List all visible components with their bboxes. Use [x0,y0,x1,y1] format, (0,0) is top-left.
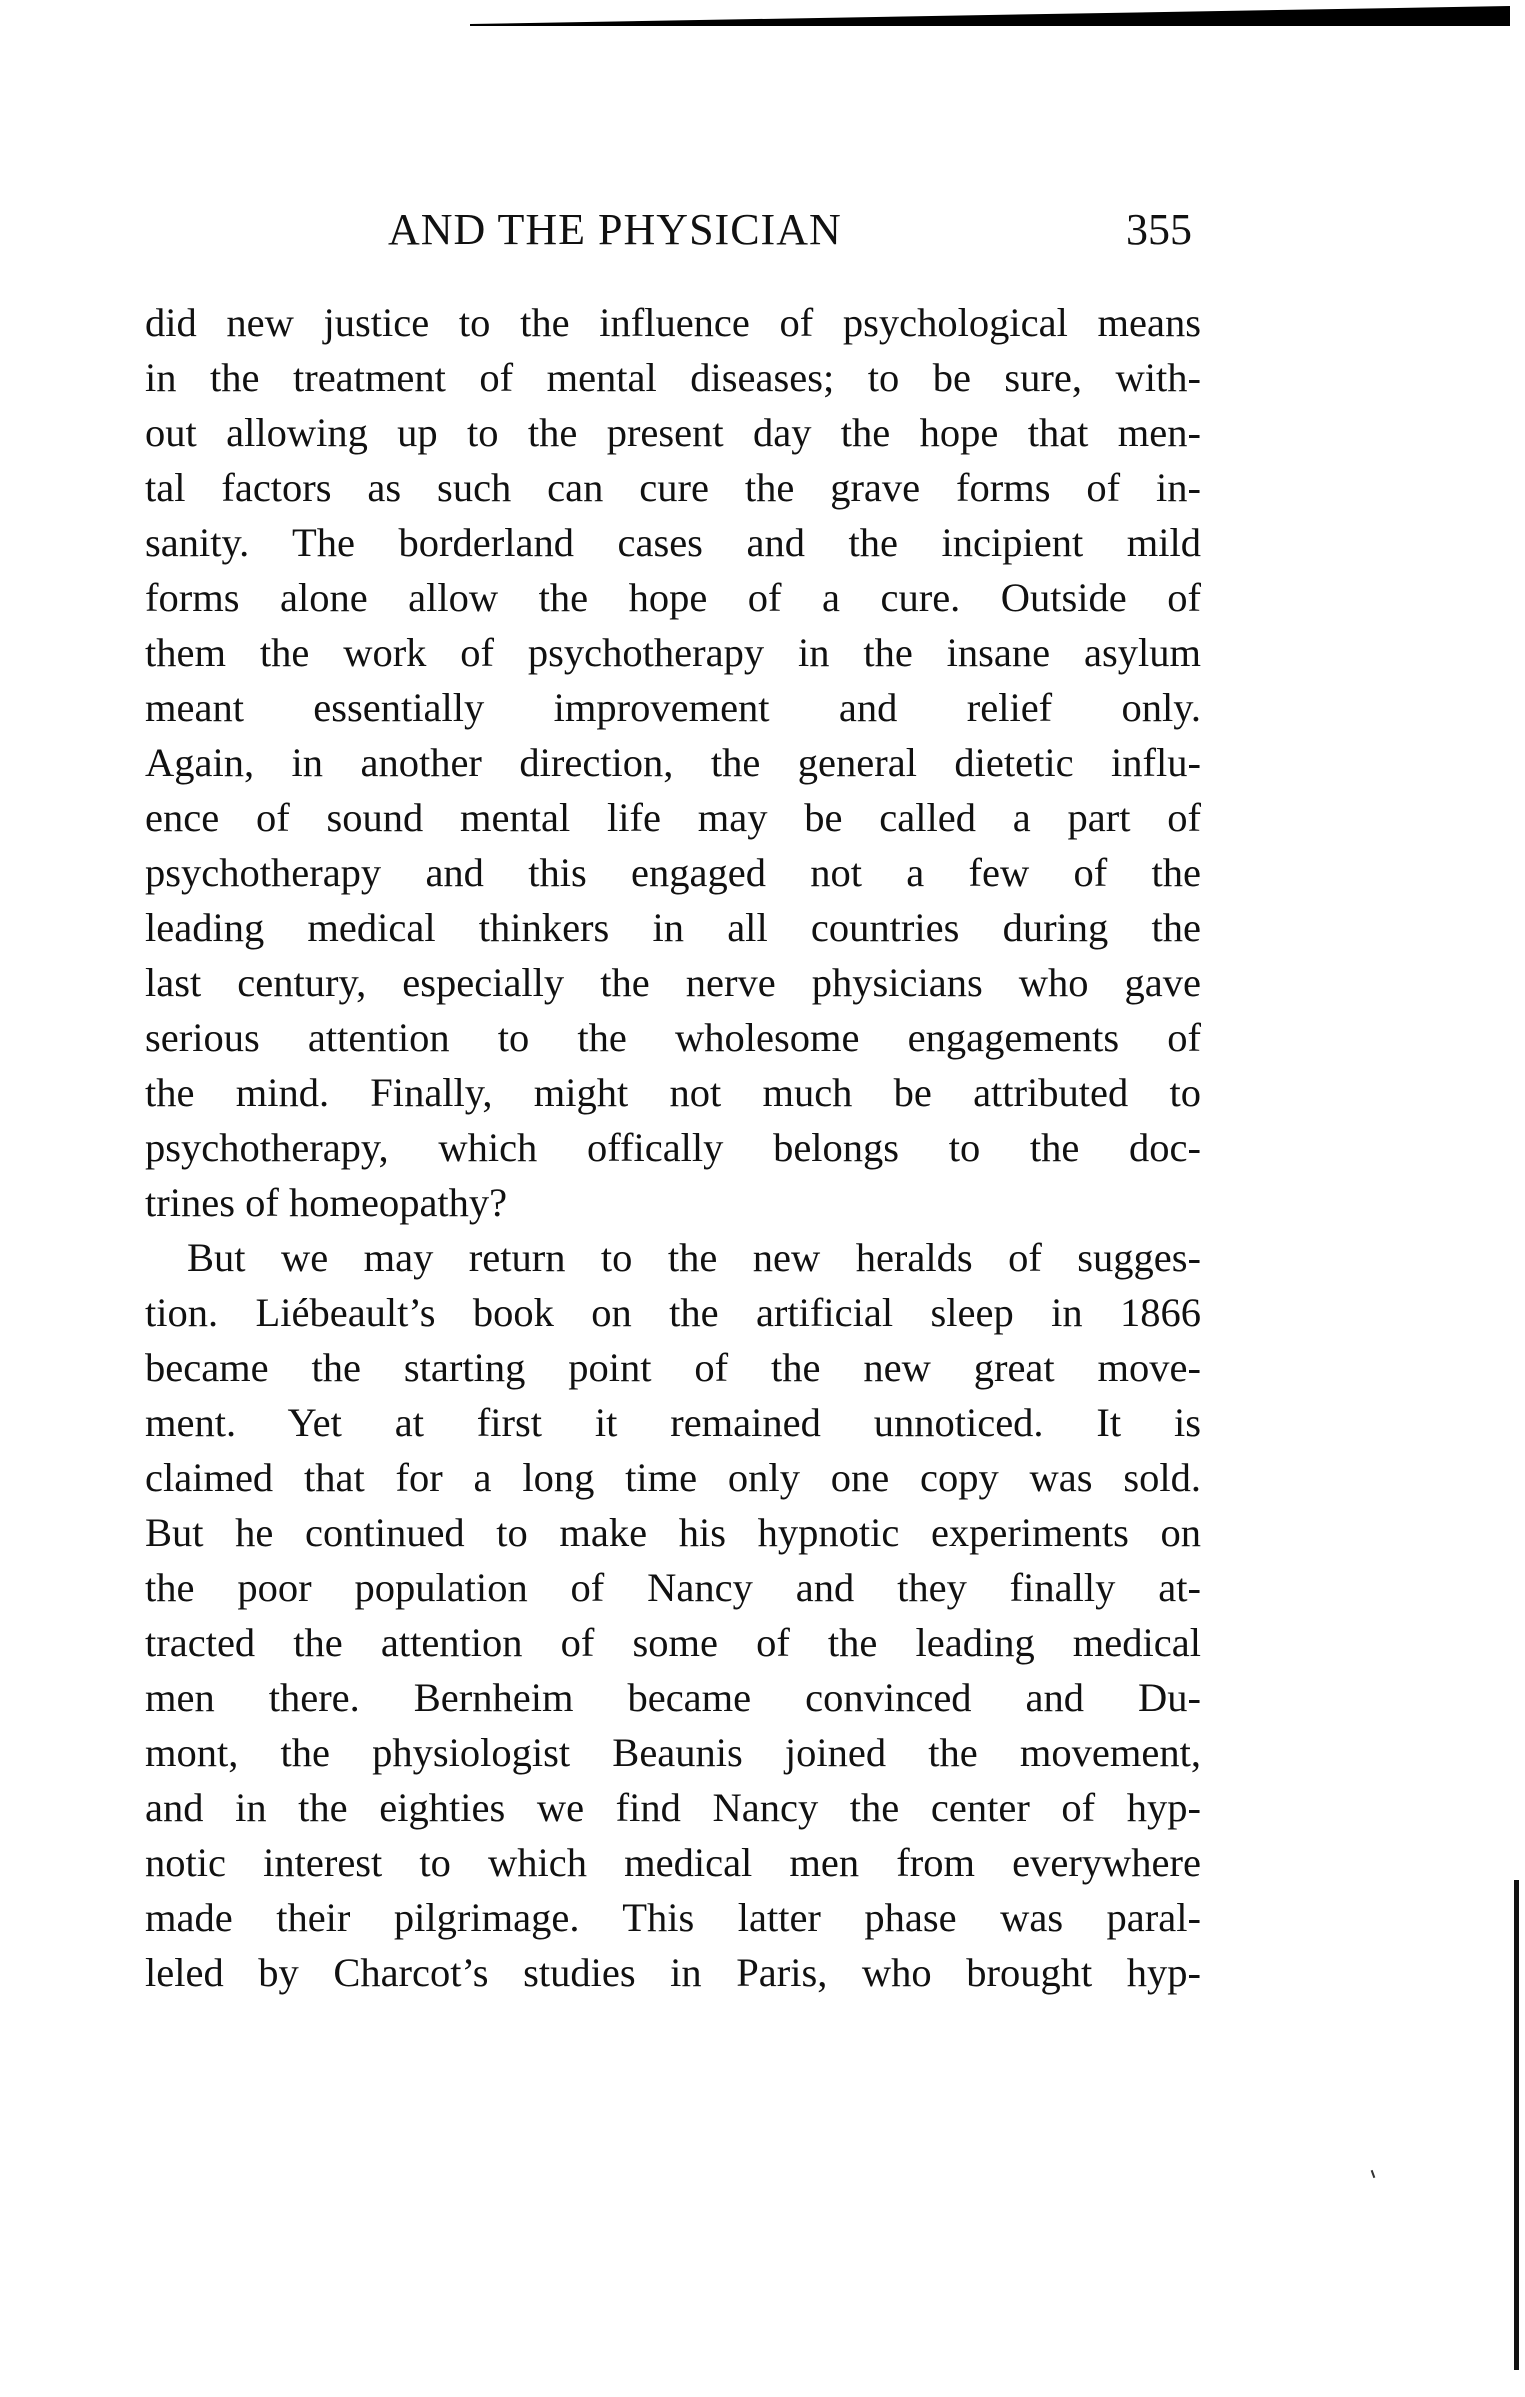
text-line: the mind. Finally, might not much be attributed to [145,1070,1201,1115]
text-line: men there. Bernheim became convinced and Du- [145,1675,1201,1720]
text-line: notic interest to which medical men from everywhere [145,1840,1201,1885]
page-number: 355 [1126,205,1192,254]
text-line: psychotherapy and this engaged not a few of the [145,850,1201,895]
text-line: ment. Yet at first it remained unnoticed. It is [145,1400,1201,1445]
text-line: the poor population of Nancy and they finally at- [145,1565,1201,1610]
running-header: AND THE PHYSICIAN [388,205,842,254]
text-line: in the treatment of mental diseases; to be sure, with- [145,355,1201,400]
text-line: and in the eighties we find Nancy the center of hyp- [145,1785,1201,1830]
text-line: claimed that for a long time only one copy was sold. [145,1455,1201,1500]
text-line: made their pilgrimage. This latter phase was paral- [145,1895,1201,1940]
scan-right-edge [1514,1880,1519,2370]
text-line: But he continued to make his hypnotic experiments on [145,1510,1201,1555]
text-line: ence of sound mental life may be called a part of [145,795,1201,840]
text-line: forms alone allow the hope of a cure. Outside of [145,575,1201,620]
text-line: last century, especially the nerve physicians who gave [145,960,1201,1005]
text-line: psychotherapy, which offically belongs to the doc- [145,1125,1201,1170]
text-line: leading medical thinkers in all countries during the [145,905,1201,950]
text-line: did new justice to the influence of psychological means [145,300,1201,345]
text-line: out allowing up to the present day the hope that men- [145,410,1201,455]
scan-speck [1371,2170,1376,2178]
text-line: But we may return to the new heralds of sugges- [187,1235,1201,1280]
text-line: them the work of psychotherapy in the insane asylum [145,630,1201,675]
text-line: tal factors as such can cure the grave forms of in- [145,465,1201,510]
body-text [145,295,1201,2000]
text-line: serious attention to the wholesome engagements of [145,1015,1201,1060]
text-line: Again, in another direction, the general dietetic influ- [145,740,1201,785]
scan-edge-shadow [470,6,1510,26]
text-line: sanity. The borderland cases and the incipient mild [145,520,1201,565]
text-line: became the starting point of the new great move- [145,1345,1201,1390]
text-line: tracted the attention of some of the leading medical [145,1620,1201,1665]
text-line: tion. Liébeault’s book on the artificial sleep in 1866 [145,1290,1201,1335]
text-line: mont, the physiologist Beaunis joined the movement, [145,1730,1201,1775]
text-line: meant essentially improvement and relief only. [145,685,1201,730]
text-line: trines of homeopathy? [145,1180,508,1225]
text-line: leled by Charcot’s studies in Paris, who brought hyp- [145,1950,1201,1995]
